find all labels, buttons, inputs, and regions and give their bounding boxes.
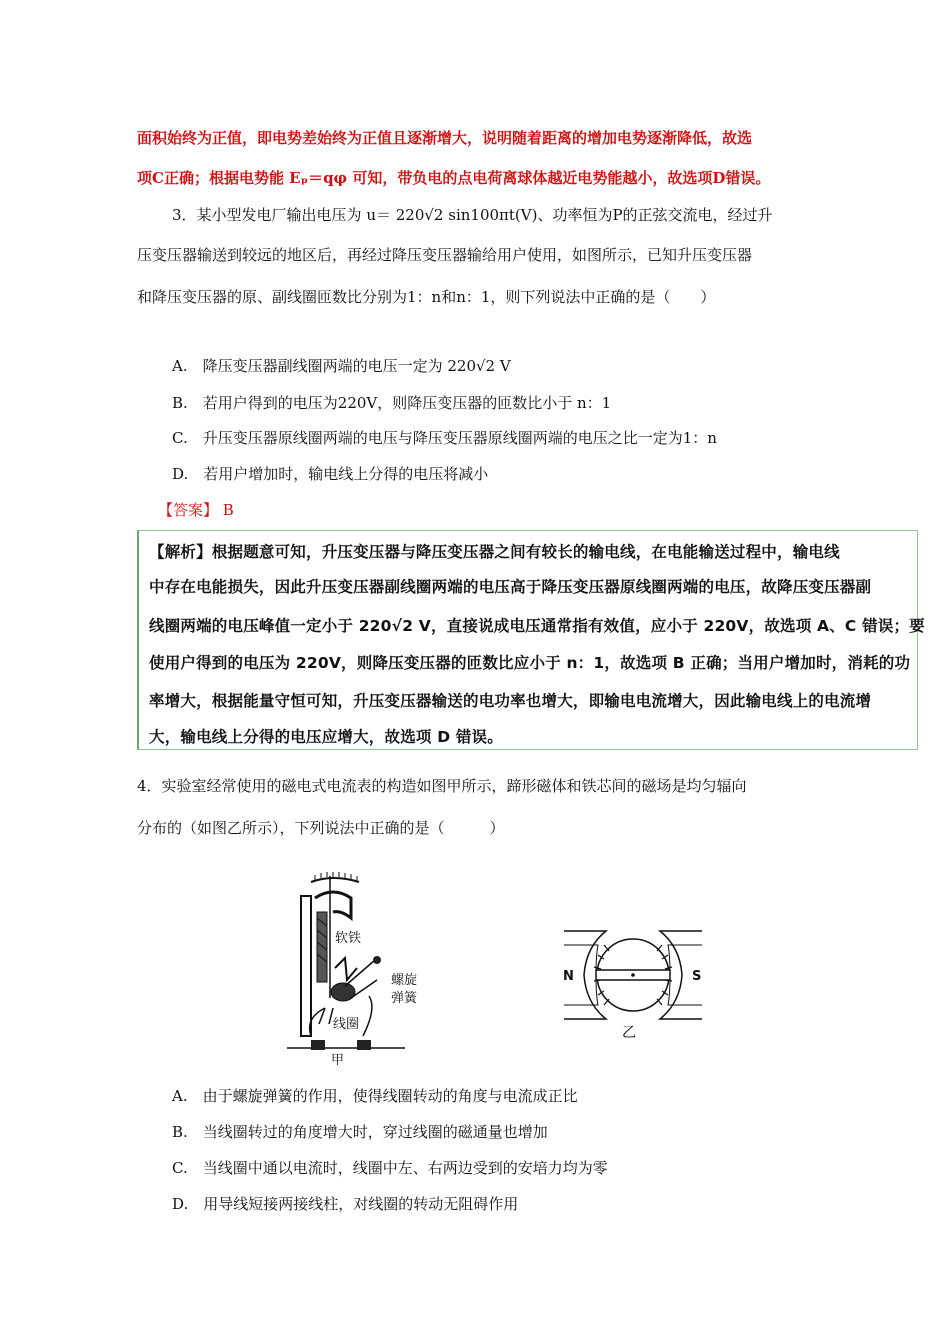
- soft-iron-label: 软铁: [335, 931, 362, 946]
- figure-b-caption: 乙: [622, 1025, 636, 1041]
- q4-option-a: A. 由于螺旋弹簧的作用，使得线圈转动的角度与电流成正比: [172, 1087, 578, 1105]
- analysis-box: [137, 530, 925, 750]
- coil-label: 线圈: [333, 1017, 360, 1032]
- q3-stem-line-2: 压变压器输送到较远的地区后，再经过降压变压器输给用户使用，如图所示，已知升压变压器: [137, 246, 753, 264]
- analysis-line-3: 线圈两端的电压峰值一定小于 220√2 V，直接说成电压通常指有效值，应小于 220V，故选项 A、C 错误；要: [149, 617, 925, 635]
- q4-option-b: B. 当线圈转过的角度增大时，穿过线圈的磁通量也增加: [172, 1123, 548, 1141]
- analysis-line-6: 大，输电线上分得的电压应增大，故选项 D 错误。: [149, 728, 503, 746]
- q3-option-d: D. 若用户增加时，输电线上分得的电压将减小: [172, 465, 489, 483]
- q3-stem-line-1: 3．某小型发电厂输出电压为 u＝ 220√2 sin100πt(V)、功率恒为P的正弦交流电，经过升: [172, 206, 773, 224]
- q3-stem-line-3: 和降压变压器的原、副线圈匝数比分别为1：n和n：1，则下列说法中正确的是（ ）: [137, 288, 716, 306]
- q3-option-b: B. 若用户得到的电压为220V，则降压变压器的匝数比小于 n：1: [172, 394, 612, 412]
- q4-option-c: C. 当线圈中通以电流时，线圈中左、右两边受到的安培力均为零: [172, 1159, 608, 1177]
- analysis-line-1: 【解析】根据题意可知，升压变压器与降压变压器之间有较长的输电线，在电能输送过程中，输电线: [149, 543, 840, 561]
- q4-option-d: D. 用导线短接两接线柱，对线圈的转动无阻碍作用: [172, 1195, 519, 1213]
- radial-field-figure: [558, 925, 708, 1041]
- spring-label-1: 螺旋: [391, 973, 418, 988]
- analysis-line-5: 率增大，根据能量守恒可知，升压变压器输送的电功率也增大，即输电电流增大，因此输电线上的电流增: [149, 692, 872, 710]
- analysis-line-4: 使用户得到的电压为 220V，则降压变压器的匝数比应小于 n：1，故选项 B 正确；当用户增加时，消耗的功: [149, 654, 911, 672]
- q3-option-a: A. 降压变压器副线圈两端的电压一定为 220√2 V: [172, 357, 511, 375]
- north-pole-label: N: [563, 969, 574, 984]
- prev-explanation-line-2: 项C正确；根据电势能 Eₚ＝qφ 可知，带负电的点电荷离球体越近电势能越小，故选项D错误。: [137, 169, 771, 187]
- figure-a-caption: 甲: [331, 1053, 345, 1068]
- prev-explanation-line-1: 面积始终为正值，即电势差始终为正值且逐渐增大，说明随着距离的增加电势逐渐降低，故选: [137, 129, 753, 147]
- q4-stem-line-1: 4．实验室经常使用的磁电式电流表的构造如图甲所示，蹄形磁体和铁芯间的磁场是均匀辐向: [137, 777, 747, 795]
- q4-stem-line-2: 分布的（如图乙所示），下列说法中正确的是（ ）: [137, 819, 505, 837]
- answer-tag: 【答案】: [158, 501, 219, 519]
- spring-label-2: 弹簧: [391, 991, 418, 1006]
- galvanometer-figure: [285, 868, 445, 1068]
- q3-answer: [158, 500, 234, 520]
- q3-option-c: C. 升压变压器原线圈两端的电压与降压变压器原线圈两端的电压之比一定为1：n: [172, 429, 717, 447]
- analysis-line-2: 中存在电能损失，因此升压变压器副线圈两端的电压高于降压变压器原线圈两端的电压，故降压变压器副: [149, 578, 872, 596]
- south-pole-label: S: [692, 969, 702, 984]
- answer-value: B: [222, 501, 234, 519]
